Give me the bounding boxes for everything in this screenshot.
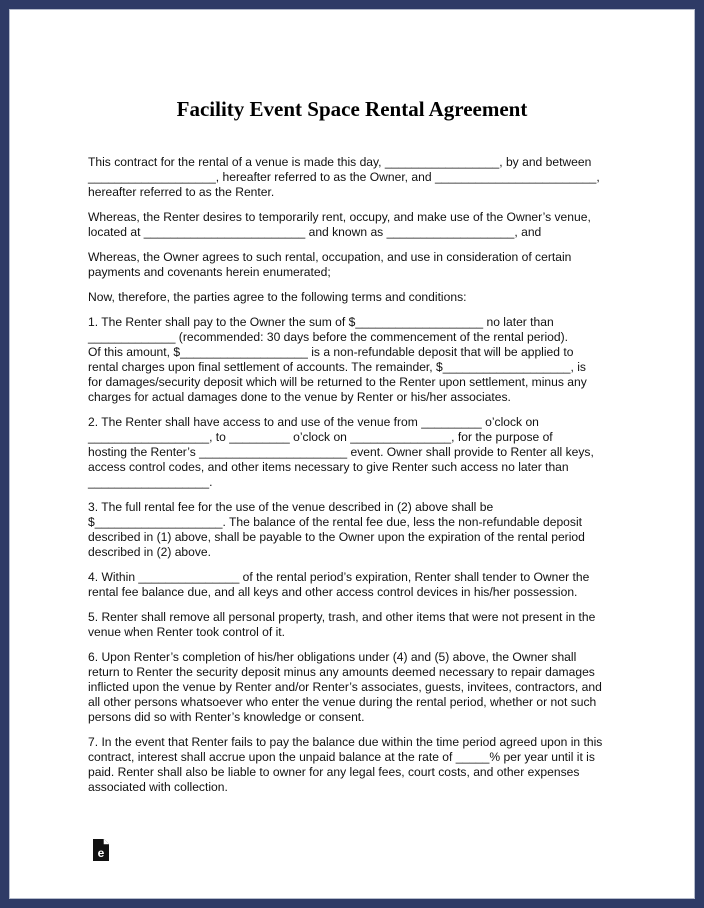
paragraph-line: 2. The Renter shall have access to and use of the venue from _________ o’clock on [88,415,539,429]
paragraph-line: associated with collection. [88,780,228,794]
paragraph-line: 7. In the event that Renter fails to pay the balance due within the time period agreed upon in this [88,735,603,749]
paragraph [88,315,648,405]
paragraph-line: 6. Upon Renter’s completion of his/her obligations under (4) and (5) above, the Owner shall [88,650,577,664]
paragraph-line: Whereas, the Renter desires to temporarily rent, occupy, and make use of the Owner’s venue, [88,210,591,224]
paragraph [88,290,648,305]
paragraph [88,415,648,490]
paragraph-line: ___________________, hereafter referred to as the Owner, and ________________________, [88,170,600,184]
paragraph-line: Now, therefore, the parties agree to the following terms and conditions: [88,290,467,304]
paragraph-line: 4. Within _______________ of the rental period’s expiration, Renter shall tender to Owner the [88,570,590,584]
paragraph-line: described in (1) above, shall be payable to the Owner upon the expiration of the rental period [88,530,585,544]
paragraph [88,500,648,560]
paragraph-line: hosting the Renter’s ______________________ event. Owner shall provide to Renter all keys, [88,445,594,459]
document-page [9,9,695,899]
paragraph-line: rental fee balance due, and all keys and other access control devices in his/her possession. [88,585,578,599]
paragraph-line: access control codes, and other items necessary to give Renter such access no later than [88,460,569,474]
paragraph-line: hereafter referred to as the Renter. [88,185,275,199]
paragraph-line: contract, interest shall accrue upon the unpaid balance at the rate of _____% per year until it is [88,750,595,764]
paragraph [88,250,648,280]
paragraph-line: _____________ (recommended: 30 days before the commencement of the rental period). [88,330,569,344]
paragraph-line: Whereas, the Owner agrees to such rental, occupation, and use in consideration of certain [88,250,572,264]
paragraph-line: for damages/security deposit which will be returned to the Renter upon settlement, minus any [88,375,587,389]
paragraph-line: venue when Renter took control of it. [88,625,285,639]
paragraph [88,155,648,200]
document-e-logo-icon [92,838,110,862]
paragraph-line: located at ________________________ and known as ___________________, and [88,225,542,239]
paragraph [88,610,648,640]
paragraph-line: paid. Renter shall also be liable to owner for any legal fees, court costs, and other expenses [88,765,580,779]
paragraph-line: 5. Renter shall remove all personal property, trash, and other items that were not present in the [88,610,596,624]
paragraph-line: __________________, to _________ o’clock on _______________, for the purpose of [88,430,553,444]
paragraph [88,735,648,795]
document-body [88,155,648,805]
paragraph-line: $___________________. The balance of the rental fee due, less the non-refundable deposit [88,515,583,529]
paragraph [88,210,648,240]
paragraph-line: return to Renter the security deposit minus any amounts deemed necessary to repair damages [88,665,595,679]
paragraph-line: rental charges upon final settlement of accounts. The remainder, $___________________, is [88,360,586,374]
document-title: Facility Event Space Rental Agreement [176,97,528,121]
paragraph-line: persons did so with Renter’s knowledge or consent. [88,710,365,724]
paragraph-line: inflicted upon the venue by Renter and/or Renter’s associates, guests, invitees, contractors, and [88,680,602,694]
paragraph-line: described in (2) above. [88,545,212,559]
paragraph-line: 3. The full rental fee for the use of the venue described in (2) above shall be [88,500,494,514]
paragraph-line: __________________. [88,475,213,489]
paragraph [88,570,648,600]
paragraph-line: charges for actual damages done to the venue by Renter or his/her associates. [88,390,511,404]
paragraph [88,650,648,725]
paragraph-line: payments and covenants herein enumerated; [88,265,331,279]
paragraph-line: Of this amount, $___________________ is a non-refundable deposit that will be applied to [88,345,574,359]
paragraph-line: all other persons whatsoever who enter the venue during the rental period, whether or not such [88,695,597,709]
paragraph-line: This contract for the rental of a venue is made this day, _________________, by and between [88,155,592,169]
paragraph-line: 1. The Renter shall pay to the Owner the sum of $___________________ no later than [88,315,554,329]
svg-text:e: e [97,846,105,860]
